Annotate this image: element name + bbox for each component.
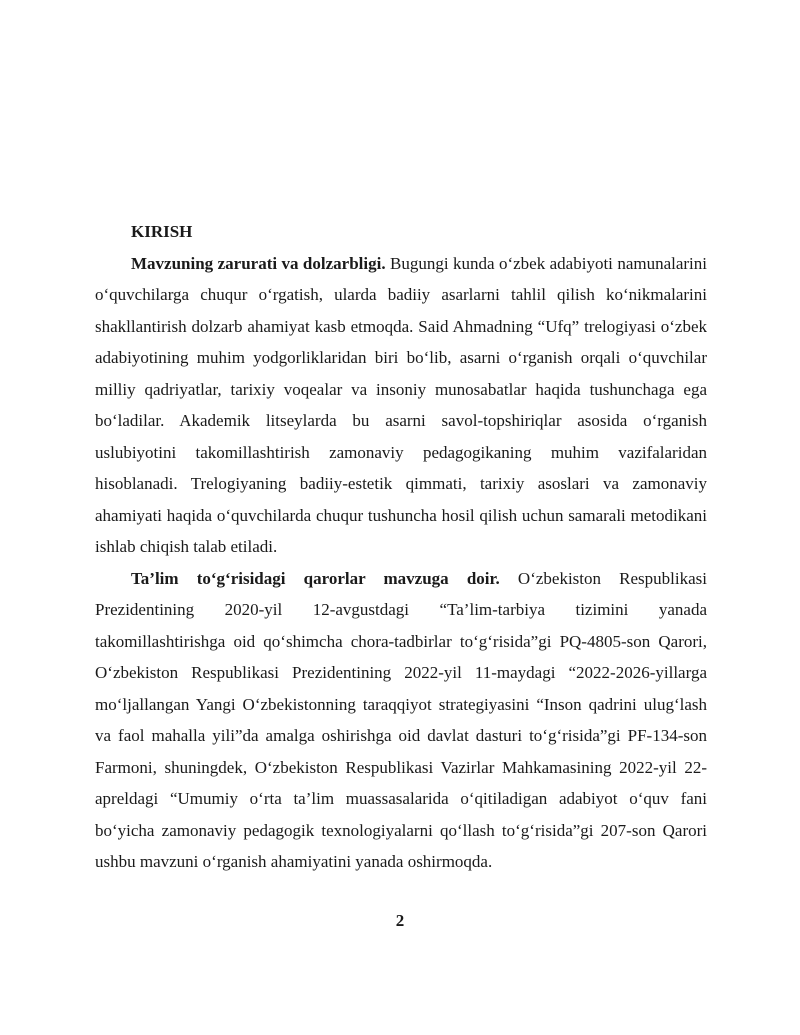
document-page	[95, 216, 707, 878]
section-heading: KIRISH	[131, 222, 193, 241]
paragraph-lead: Mavzuning zarurati va dolzarbligi.	[131, 253, 386, 273]
paragraph-lead: Ta’lim to‘g‘risidagi qarorlar mavzuga doir.	[131, 568, 500, 588]
paragraph-relevance	[95, 248, 707, 563]
paragraph-decrees	[95, 563, 707, 878]
page-number: 2	[395, 911, 405, 930]
paragraph-text: O‘zbekiston Respublikasi Prezidentining 2020-yil 12-avgustdagi “Ta’lim-tarbiya tizimini yanada takomillashtirishga oid qo‘shimcha chora-tadbirlar to‘g‘risida”gi PQ-4805-son Qarori, O‘zbekiston Respublikasi Prezidentining 2022-yil 11-maydagi “2022-2026-yillarga mo‘ljallangan Yangi O‘zbekistonning taraqqiyot strategiyasini “Inson qadrini ulug‘lash va faol mahalla yili”da amalga oshirishga oid davlat dasturi to‘g‘risida”gi PF-134-son Farmoni, shuningdek, O‘zbekiston Respublikasi Vazirlar Mahkamasining 2022-yil 22-apreldagi “Umumiy o‘rta ta’lim muassasalarida o‘qitiladigan adabiyot o‘quv fani bo‘yicha zamonaviy pedagogik texnologiyalarni qo‘llash to‘g‘risida”gi 207-son Qarori ushbu mavzuni o‘rganish ahamiyatini yanada oshirmoqda.	[95, 568, 707, 871]
paragraph-text: Bugungi kunda o‘zbek adabiyoti namunalarini o‘quvchilarga chuqur o‘rgatish, ularda badiiy asarlarni tahlil qilish ko‘nikmalarini shakllantirish dolzarb ahamiyat kasb etmoqda. Said Ahmadning “Ufq” trelogiyasi o‘zbek adabiyotining muhim yodgorliklaridan biri bo‘lib, asarni o‘rganish orqali o‘quvchilar milliy qadriyatlar, tarixiy voqealar va insoniy munosabatlar haqida tushunchaga ega bo‘ladilar. Akademik litseylarda bu asarni savol-topshiriqlar asosida o‘rganish uslubiyotini takomillashtirish zamonaviy pedagogikaning muhim vazifalaridan hisoblanadi. Trelogiyaning badiiy-estetik qimmati, tarixiy asoslari va zamonaviy ahamiyati haqida o‘quvchilarda chuqur tushuncha hosil qilish uchun samarali metodikani ishlab chiqish talab etiladi.	[95, 253, 708, 556]
